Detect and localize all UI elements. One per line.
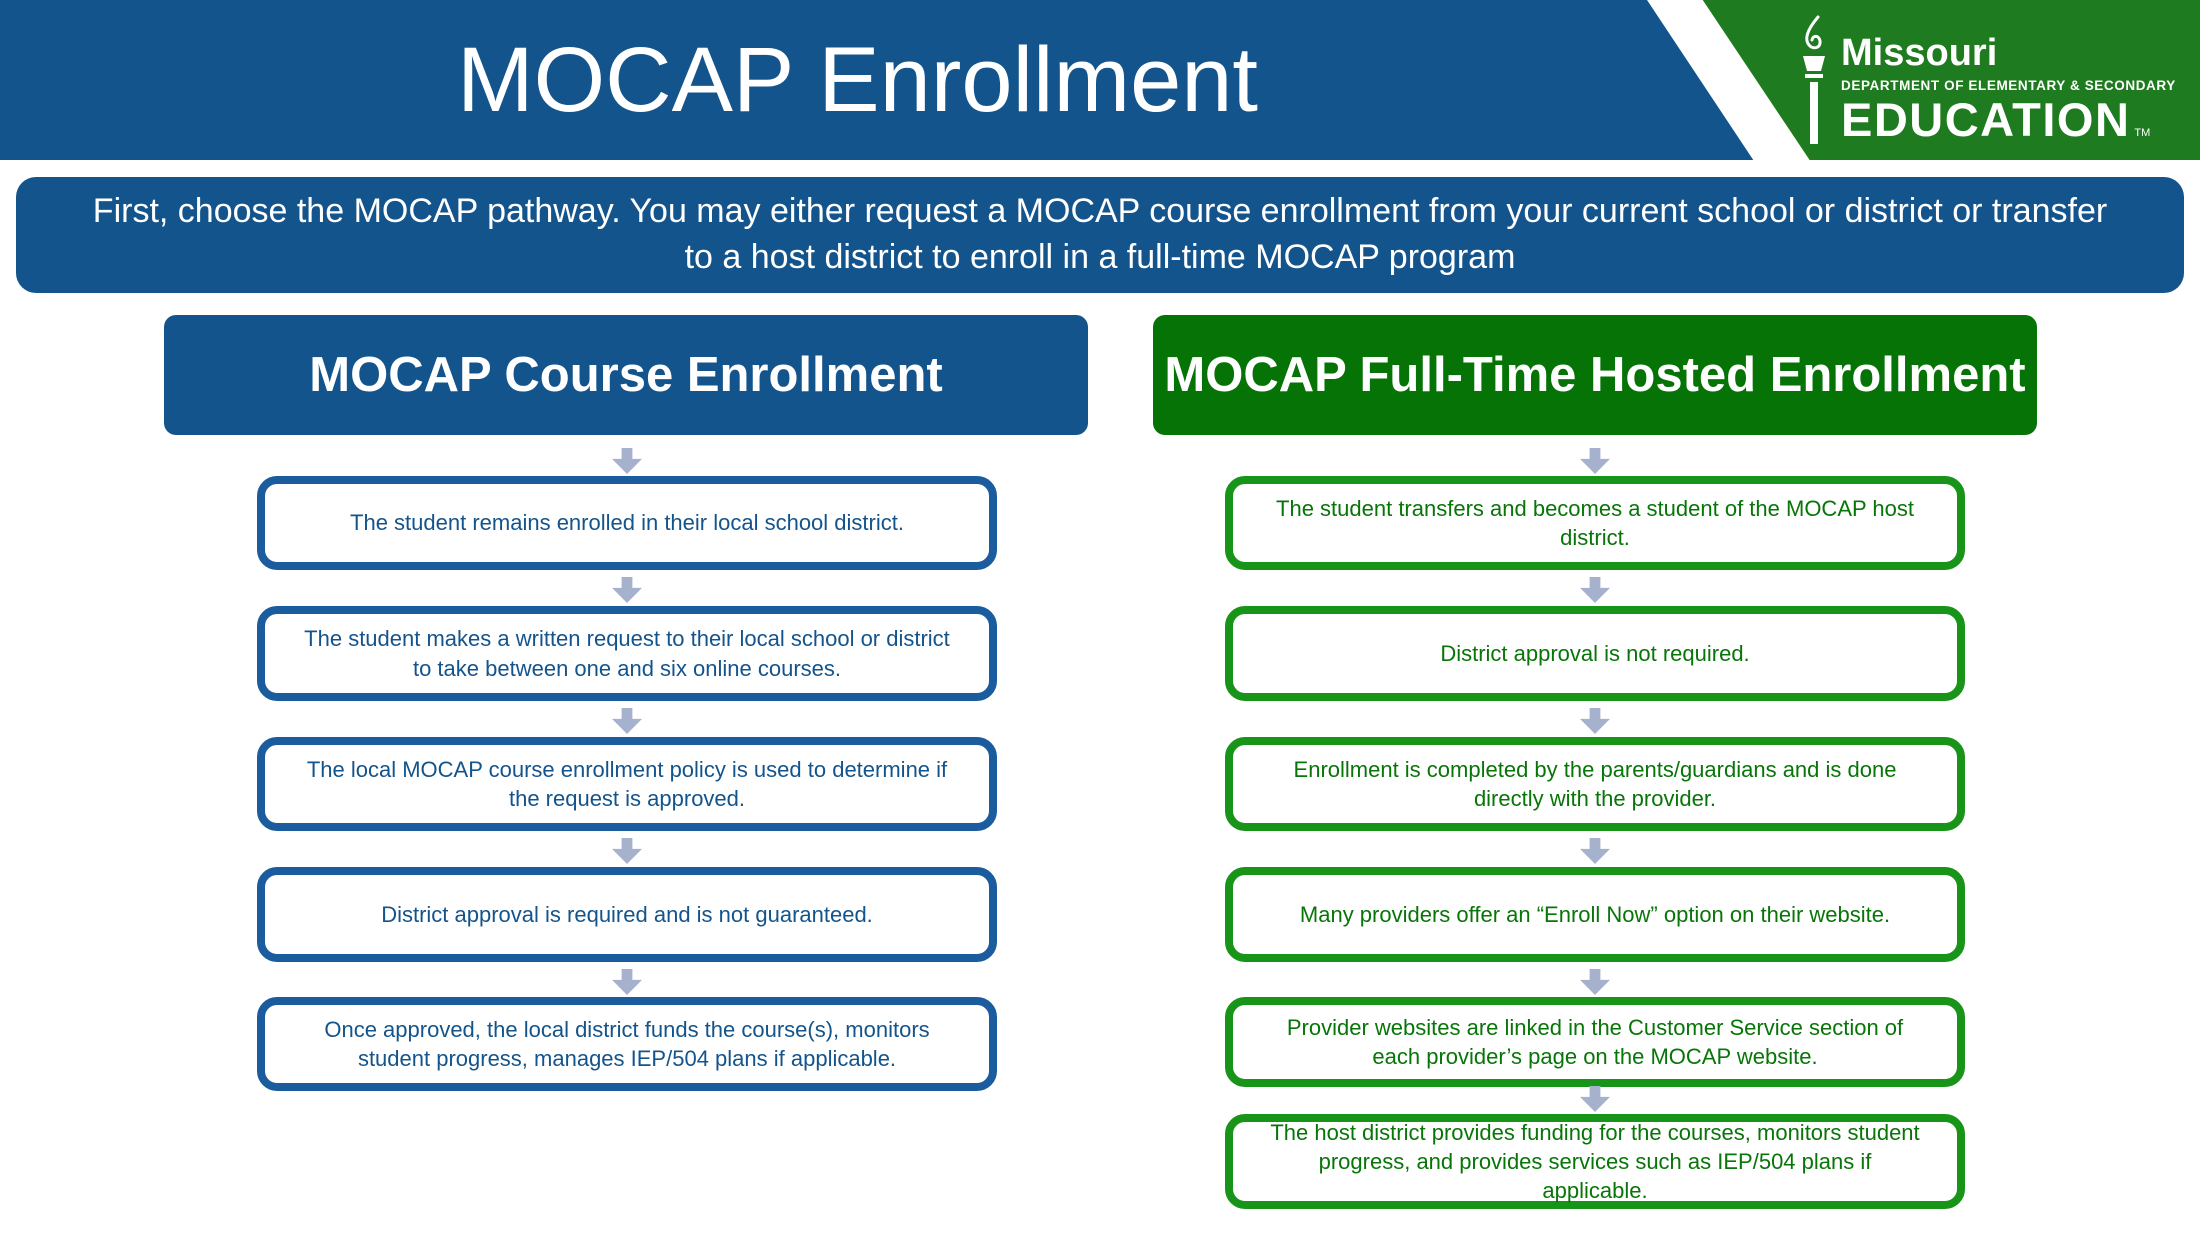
flow-step-box (1225, 997, 1965, 1087)
logo-name (1841, 92, 2176, 146)
column-header-course-enrollment (164, 315, 1088, 435)
logo-name-text: EDUCATION (1841, 92, 2131, 146)
flow-step-box (257, 476, 997, 570)
flow-step-text: The host district provides funding for the courses, monitors student progress, and provides services such as IEP/504 plans if applicable. (1270, 1119, 1920, 1204)
down-arrow-icon (1580, 838, 1610, 864)
flow-step-box (257, 997, 997, 1091)
flow-step-box (1225, 1114, 1965, 1209)
intro-banner (16, 177, 2184, 293)
flow-step-text: Enrollment is completed by the parents/guardians and is done directly with the provider. (1293, 756, 1897, 811)
down-arrow-icon (1580, 577, 1610, 603)
logo-department: DEPARTMENT OF ELEMENTARY & SECONDARY (1841, 78, 2176, 93)
dese-logo (1795, 10, 2195, 155)
flow-column-full-time-hosted (1225, 446, 1965, 1216)
flow-step-box (257, 867, 997, 962)
flow-step-box (257, 737, 997, 831)
flow-step-text: The student makes a written request to their local school or district to take between one and six online courses. (304, 626, 950, 681)
down-arrow-icon (612, 448, 642, 474)
flow-step-text: The student remains enrolled in their local school district. (350, 510, 904, 536)
flow-step-text: The student transfers and becomes a student of the MOCAP host district. (1276, 495, 1914, 550)
flow-step-text: Once approved, the local district funds the course(s), monitors student progress, manages IEP/504 plans if applicable. (324, 1016, 930, 1071)
down-arrow-icon (1580, 708, 1610, 734)
logo-brand: Missouri (1841, 32, 1998, 74)
flow-step-text: District approval is not required. (1440, 640, 1750, 666)
flow-step-box (1225, 737, 1965, 831)
down-arrow-icon (1580, 1086, 1610, 1112)
down-arrow-icon (1580, 448, 1610, 474)
logo-text (1841, 32, 2176, 146)
flow-step-box (1225, 606, 1965, 701)
flow-step-text: Many providers offer an “Enroll Now” option on their website. (1299, 901, 1891, 927)
trademark-label: TM (2134, 126, 2151, 139)
flow-step-box (257, 606, 997, 701)
down-arrow-icon (1580, 969, 1610, 995)
flow-step-text: The local MOCAP course enrollment policy is used to determine if the request is approved. (306, 756, 948, 811)
down-arrow-icon (612, 969, 642, 995)
header-band (0, 0, 2200, 160)
flow-column-course-enrollment (257, 446, 997, 1096)
flow-step-text: District approval is required and is not guaranteed. (381, 901, 873, 927)
column-header-full-time-hosted (1153, 315, 2037, 435)
flow-step-box (1225, 867, 1965, 962)
torch-icon (1795, 14, 1833, 146)
down-arrow-icon (612, 708, 642, 734)
intro-text: First, choose the MOCAP pathway. You may either request a MOCAP course enrollment from your current school or district or transfer to a host district to enroll in a full-time MOCAP program (92, 192, 2108, 276)
column-header-label: MOCAP Course Enrollment (309, 348, 943, 402)
down-arrow-icon (612, 577, 642, 603)
down-arrow-icon (612, 838, 642, 864)
flow-step-box (1225, 476, 1965, 570)
column-header-label: MOCAP Full-Time Hosted Enrollment (1164, 348, 2026, 402)
page-title: MOCAP Enrollment (456, 28, 1258, 131)
flow-step-text: Provider websites are linked in the Customer Service section of each provider’s page on the MOCAP website. (1286, 1014, 1904, 1069)
